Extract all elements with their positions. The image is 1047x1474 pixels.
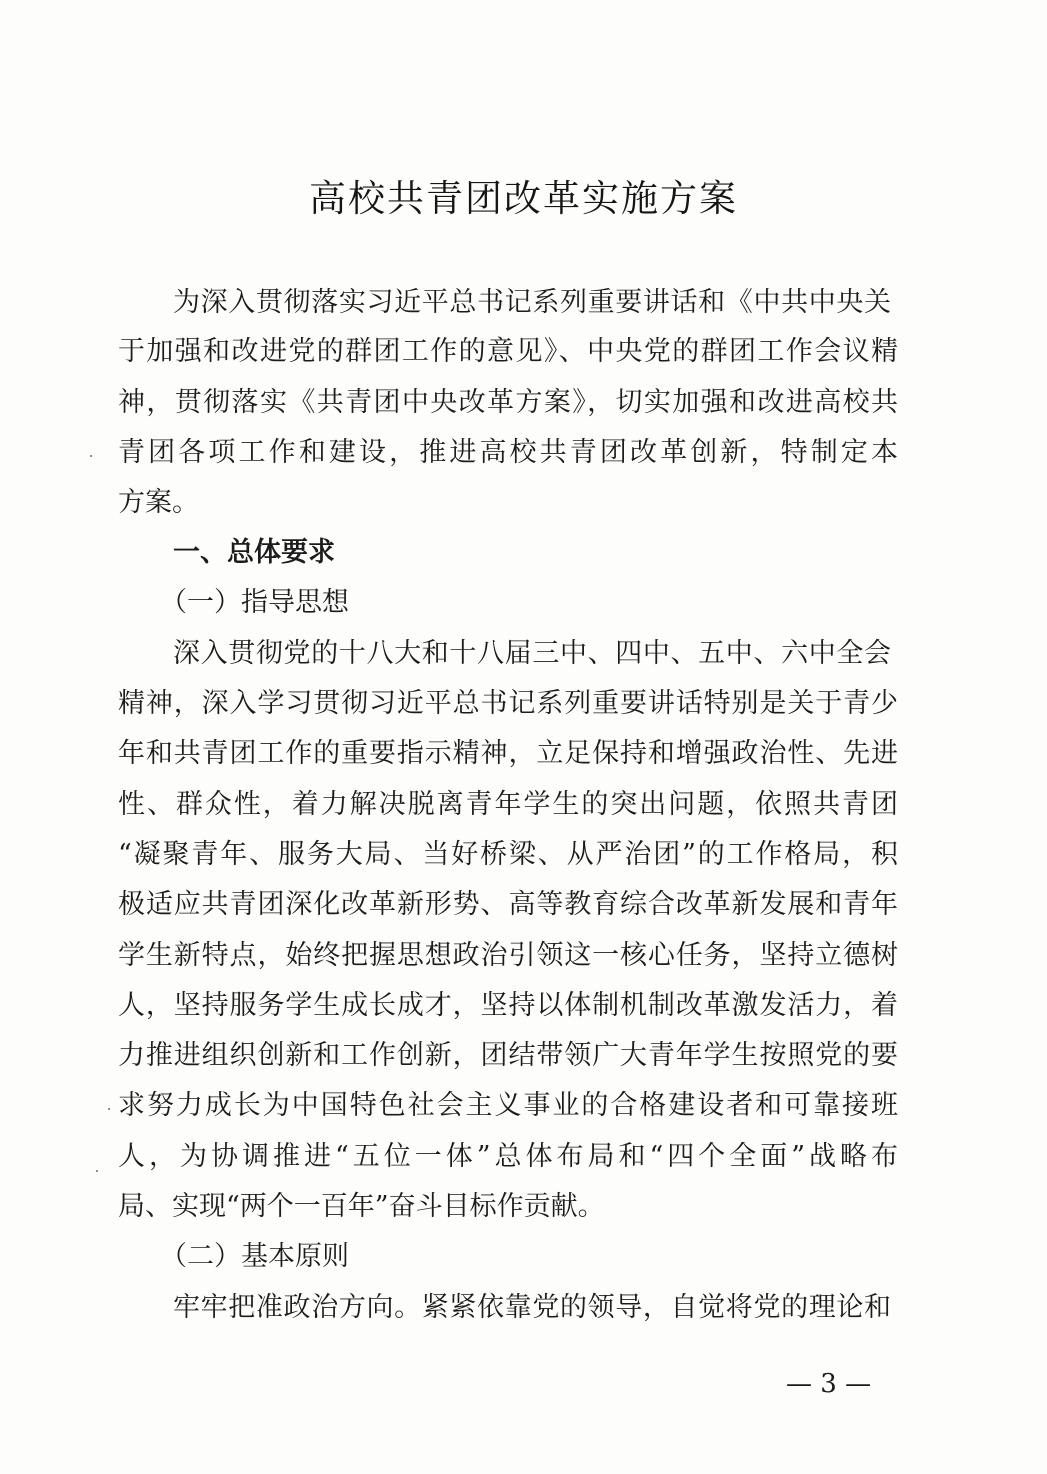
paragraph-line: 年和共青团工作的重要指示精神，立足保持和增强政治性、先进 xyxy=(118,738,898,769)
paragraph-line: 求努力成长为中国特色社会主义事业的合格建设者和可靠接班 xyxy=(118,1090,898,1121)
paragraph-line: 局、实现“两个一百年”奋斗目标作贡献。 xyxy=(118,1191,605,1222)
document-title: 高校共青团改革实施方案 xyxy=(309,177,738,220)
paragraph-line: 神，贯彻落实《共青团中央改革方案》，切实加强和改进高校共 xyxy=(118,387,898,418)
paragraph-line: 力推进组织创新和工作创新，团结带领广大青年学生按照党的要 xyxy=(118,1040,898,1071)
paragraph-line: 于加强和改进党的群团工作的意见》、中央党的群团工作会议精 xyxy=(118,336,898,367)
subsection-heading: （二）基本原则 xyxy=(160,1241,349,1272)
paragraph-line: 为深入贯彻落实习近平总书记系列重要讲话和《中共中央关 xyxy=(173,287,891,318)
scan-speck xyxy=(108,1108,110,1110)
paragraph-line: 人，坚持服务学生成长成才，坚持以体制机制改革激发活力，着 xyxy=(118,990,898,1021)
section-heading: 一、总体要求 xyxy=(173,537,335,568)
page-number: — 3 — xyxy=(786,1369,872,1399)
paragraph-line: 极适应共青团深化改革新形势、高等教育综合改革新发展和青年 xyxy=(118,889,898,920)
paragraph-line: 精神，深入学习贯彻习近平总书记系列重要讲话特别是关于青少 xyxy=(118,688,898,719)
scan-speck xyxy=(96,1170,98,1172)
paragraph-line: 青团各项工作和建设，推进高校共青团改革创新，特制定本 xyxy=(118,437,898,468)
paragraph-line: “凝聚青年、服务大局、当好桥梁、从严治团”的工作格局，积 xyxy=(118,839,898,870)
paragraph-line: 人，为协调推进“五位一体”总体布局和“四个全面”战略布 xyxy=(118,1141,898,1172)
paragraph-line: 深入贯彻党的十八大和十八届三中、四中、五中、六中全会 xyxy=(173,638,891,669)
paragraph-line: 学生新特点，始终把握思想政治引领这一核心任务，坚持立德树 xyxy=(118,940,898,971)
paragraph-line: 性、群众性，着力解决脱离青年学生的突出问题，依照共青团 xyxy=(118,789,898,820)
scan-speck xyxy=(90,455,92,457)
subsection-heading: （一）指导思想 xyxy=(160,587,349,618)
paragraph-line: 方案。 xyxy=(118,487,199,518)
paragraph-line: 牢牢把准政治方向。紧紧依靠党的领导，自觉将党的理论和 xyxy=(173,1292,891,1323)
